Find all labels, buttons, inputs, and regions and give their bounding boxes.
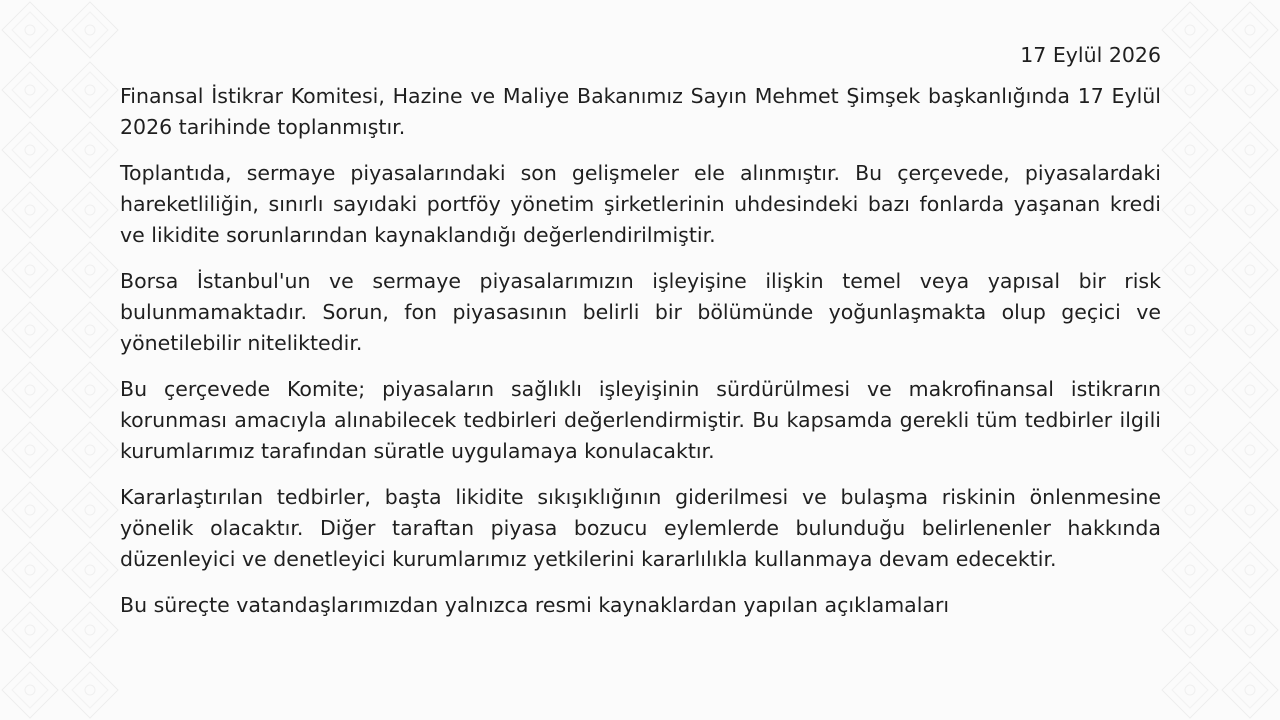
right-ornament-pattern (1160, 0, 1280, 720)
statement-body (120, 40, 1161, 636)
paragraph-meeting: Finansal İstikrar Komitesi, Hazine ve Maliye Bakanımız Sayın Mehmet Şimşek başkanlığında 17 Eylül 2026 tarihinde toplanmıştır. (120, 84, 1161, 139)
left-ornament-pattern (0, 0, 120, 720)
paragraph-citizens-notice: Bu süreçte vatandaşlarımızdan yalnızca resmi kaynaklardan yapılan açıklamaları (120, 593, 950, 617)
paragraph-decided-measures: Kararlaştırılan tedbirler, başta likidite sıkışıklığının giderilmesi ve bulaşma riskinin önlenmesine yönelik olacaktır. Diğer taraftan piyasa bozucu eylemlerde bulunduğu belirlenenler hakkında düzenleyici ve denetleyici kurumlarımız yetkilerini kararlılıkla kullanmaya devam edecektir. (120, 485, 1161, 571)
paragraph-developments: Toplantıda, sermaye piyasalarındaki son gelişmeler ele alınmıştır. Bu çerçevede, piyasalardaki hareketliliğin, sınırlı sayıdaki portföy yönetim şirketlerinin uhdesindeki bazı fonlarda yaşanan kredi ve likidite sorunlarından kaynaklandığı değerlendirilmiştir. (120, 161, 1161, 247)
statement-date: 17 Eylül 2026 (1020, 43, 1161, 67)
paragraph-risk-assessment: Borsa İstanbul'un ve sermaye piyasalarımızın işleyişine ilişkin temel veya yapısal bir risk bulunmamaktadır. Sorun, fon piyasasının belirli bir bölümünde yoğunlaşmakta olup geçici ve yönetilebilir niteliktedir. (120, 269, 1161, 355)
paragraph-committee-measures: Bu çerçevede Komite; piyasaların sağlıklı işleyişinin sürdürülmesi ve makrofinansal istikrarın korunması amacıyla alınabilecek tedbirleri değerlendirmiştir. Bu kapsamda gerekli tüm tedbirler ilgili kurumlarımız tarafından süratle uygulamaya konulacaktır. (120, 377, 1161, 463)
